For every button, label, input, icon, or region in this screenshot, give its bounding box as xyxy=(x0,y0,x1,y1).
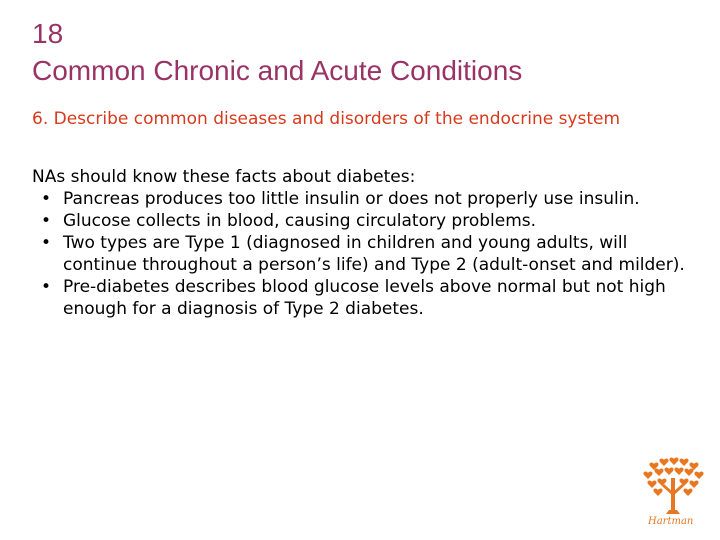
learning-objective: 6. Describe common diseases and disorders of the endocrine system xyxy=(32,109,621,129)
bullet-icon: • xyxy=(41,189,52,209)
bullet-icon: • xyxy=(41,233,52,253)
chapter-title: Common Chronic and Acute Conditions xyxy=(32,55,523,86)
bullet-text: Pancreas produces too little insulin or does not properly use insulin. xyxy=(63,189,640,209)
bullet-text: Pre-diabetes describes blood glucose levels above normal but not high enough for a diagnosis of Type 2 diabetes. xyxy=(63,277,666,319)
bullet-icon: • xyxy=(41,277,52,297)
bullet-text: Two types are Type 1 (diagnosed in children and young adults, will continue throughout a person’s life) and Type 2 (adult-onset and milder). xyxy=(63,233,685,275)
intro-text: NAs should know these facts about diabetes: xyxy=(32,167,416,187)
bullet-text: Glucose collects in blood, causing circulatory problems. xyxy=(63,211,537,231)
bullet-icon: • xyxy=(41,211,52,231)
chapter-number: 18 xyxy=(32,18,64,49)
list-item xyxy=(32,188,692,210)
bullet-list xyxy=(32,188,692,320)
logo-wordmark: Hartman xyxy=(648,516,694,527)
list-item xyxy=(32,232,692,276)
list-item xyxy=(32,276,692,320)
slide-body xyxy=(32,166,692,320)
list-item xyxy=(32,210,692,232)
